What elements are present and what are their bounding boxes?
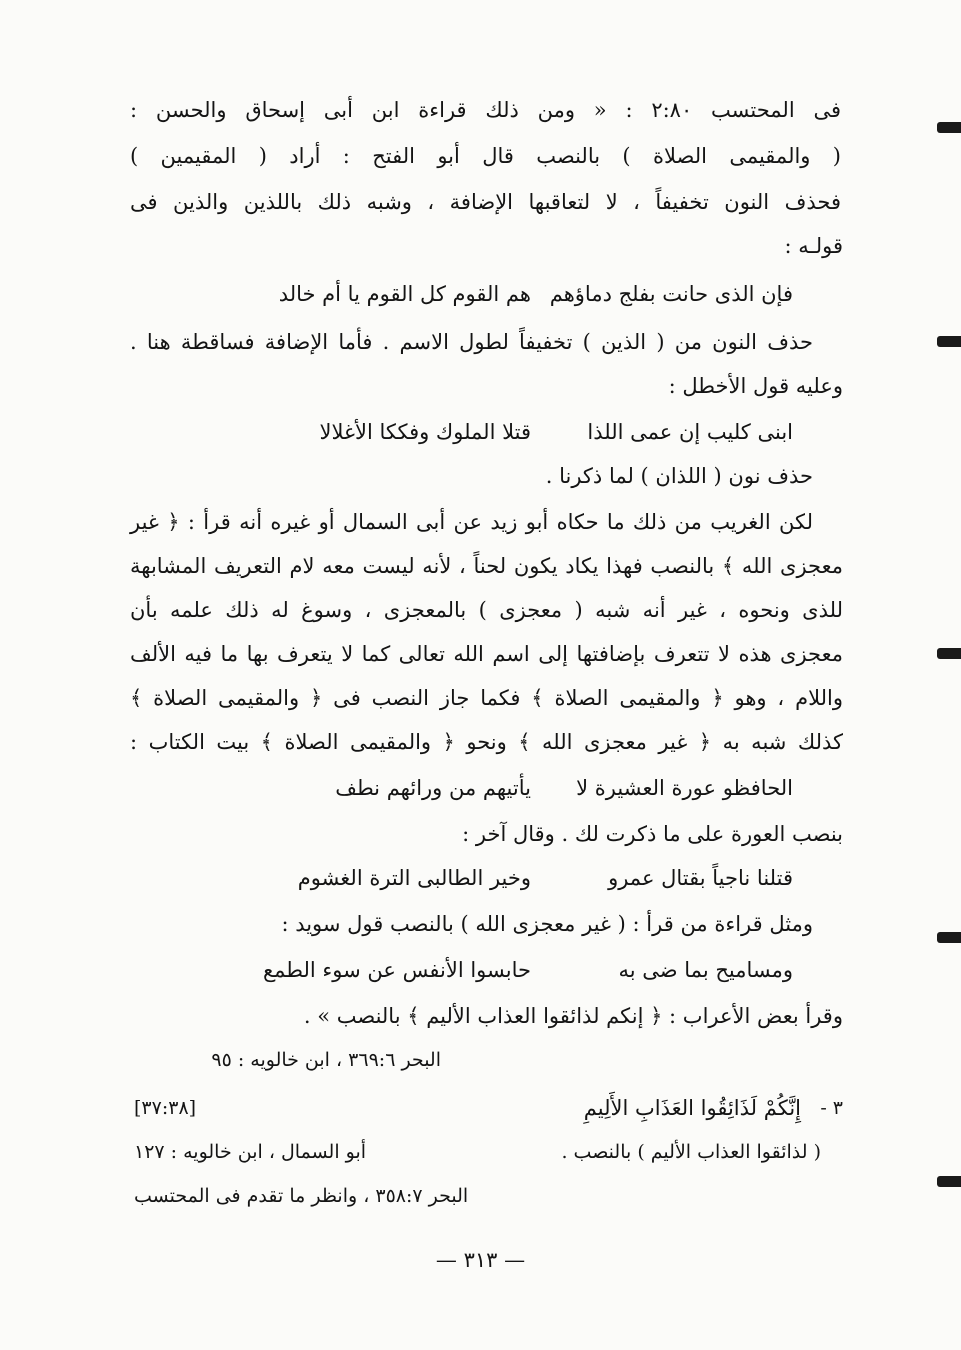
- verse-first-hemistich: قتلنا ناجياً بقتال عمرو: [608, 866, 793, 890]
- text-line: حذف النون من ( الذين ) تخفيفاً لطول الاسم . فأما الإضافة فساقطة هنا .: [130, 330, 813, 354]
- text-line: معجزى الله ﴾ بالنصب فهذا يكاد يكون لحناً ، لأنه ليست معه لام التعريف المشابهة: [130, 554, 843, 578]
- text-line: ( والمقيمى الصلاة ) بالنصب قال أبو الفتح : أراد ( المقيمين ): [130, 144, 841, 168]
- edge-mark: [937, 1176, 961, 1187]
- edge-mark: [937, 336, 961, 347]
- verse-first-hemistich: ومساميح بما ضى به: [618, 958, 793, 982]
- text-line: بنصب العورة على ما ذكرت لك . وقال آخر :: [462, 822, 843, 846]
- page-number: — ٣١٣ —: [435, 1248, 526, 1272]
- verse-second-hemistich: يأتيهم من ورائهم نطف: [335, 776, 531, 800]
- verse-first-hemistich: الحافظو عورة العشيرة لا: [576, 776, 793, 800]
- verse-first-hemistich: ابنى كليب إن عمى اللذا: [587, 420, 793, 444]
- text-line: كذلك شبه به ﴿ غير معجزى الله ﴾ ونحو ﴿ والمقيمى الصلاة ﴾ بيت الكتاب :: [130, 730, 843, 754]
- text-line: قولـه :: [784, 234, 843, 258]
- text-line: وقرأ بعض الأعراب : ﴿ إنكم لذائقوا العذاب الأليم ﴾ بالنصب » .: [303, 1004, 843, 1028]
- edge-mark: [937, 648, 961, 659]
- text-line: فحذف النون تخفيفاً ، لا لتعاقبها الإضافة ، وشبه ذلك باللذين والذين فى: [130, 190, 841, 214]
- verse-second-hemistich: قتلا الملوك وفككا الأغلالا: [319, 420, 531, 444]
- text-line: فى المحتسب ٢:٨٠ : « ومن ذلك قراءة ابن أبى إسحاق والحسن :: [130, 98, 841, 122]
- text-line: حذف نون ( اللذان ) لما ذكرنا .: [545, 464, 813, 488]
- reading-source: أبو السمال ، ابن خالويه : ١٢٧: [134, 1141, 367, 1163]
- quran-verse: إِنَّكُمْ لَذَائِقُوا العَذَابِ الأَلِيمِ: [583, 1096, 801, 1120]
- reading-text: ( لذائقوا العذاب الأليم ) بالنصب .: [561, 1141, 821, 1163]
- verse-first-hemistich: فإن الذى حانت بفلج دماؤهم: [549, 282, 793, 306]
- verse-citation: [٣٧:٣٨]: [134, 1097, 197, 1119]
- text-line: لكن الغريب من ذلك ما حكاه أبو زيد عن أبى السمال أو غيره أنه قرأ : ﴿ غير: [130, 510, 813, 534]
- edge-mark: [937, 122, 961, 133]
- verse-second-hemistich: حابسوا الأنفس عن سوء الطمع: [262, 958, 531, 982]
- text-line: معجزى هذه لا تتعرف بإضافتها إلى اسم الله تعالى كما لا يتعرف بها ما فيه الألف: [130, 642, 843, 666]
- verse-second-hemistich: وخير الطالبى الترة الغشوم: [297, 866, 531, 890]
- text-line: واللام ، وهو ﴿ والمقيمى الصلاة ﴾ فكما جاز النصب فى ﴿ والمقيمى الصلاة ﴾: [130, 686, 843, 710]
- entry-number: ٣ -: [820, 1097, 843, 1119]
- reference-line: البحر ٣٦٩:٦ ، ابن خالويه : ٩٥: [211, 1049, 441, 1071]
- verse-second-hemistich: هم القوم كل القوم يا أم خالد: [278, 282, 531, 306]
- text-line: وعليه قول الأخطل :: [668, 374, 843, 398]
- reference-line: البحر ٣٥٨:٧ ، وانظر ما تقدم فى المحتسب: [134, 1185, 469, 1207]
- text-line: ومثل قراءة من قرأ : ( غير معجزى الله ) بالنصب قول سويد :: [281, 912, 813, 936]
- edge-mark: [937, 932, 961, 943]
- text-line: للذى ونحوه ، غير أنه شبه ( معجزى ) بالمعجزى ، وسوغ له ذلك علمه بأن: [130, 598, 843, 622]
